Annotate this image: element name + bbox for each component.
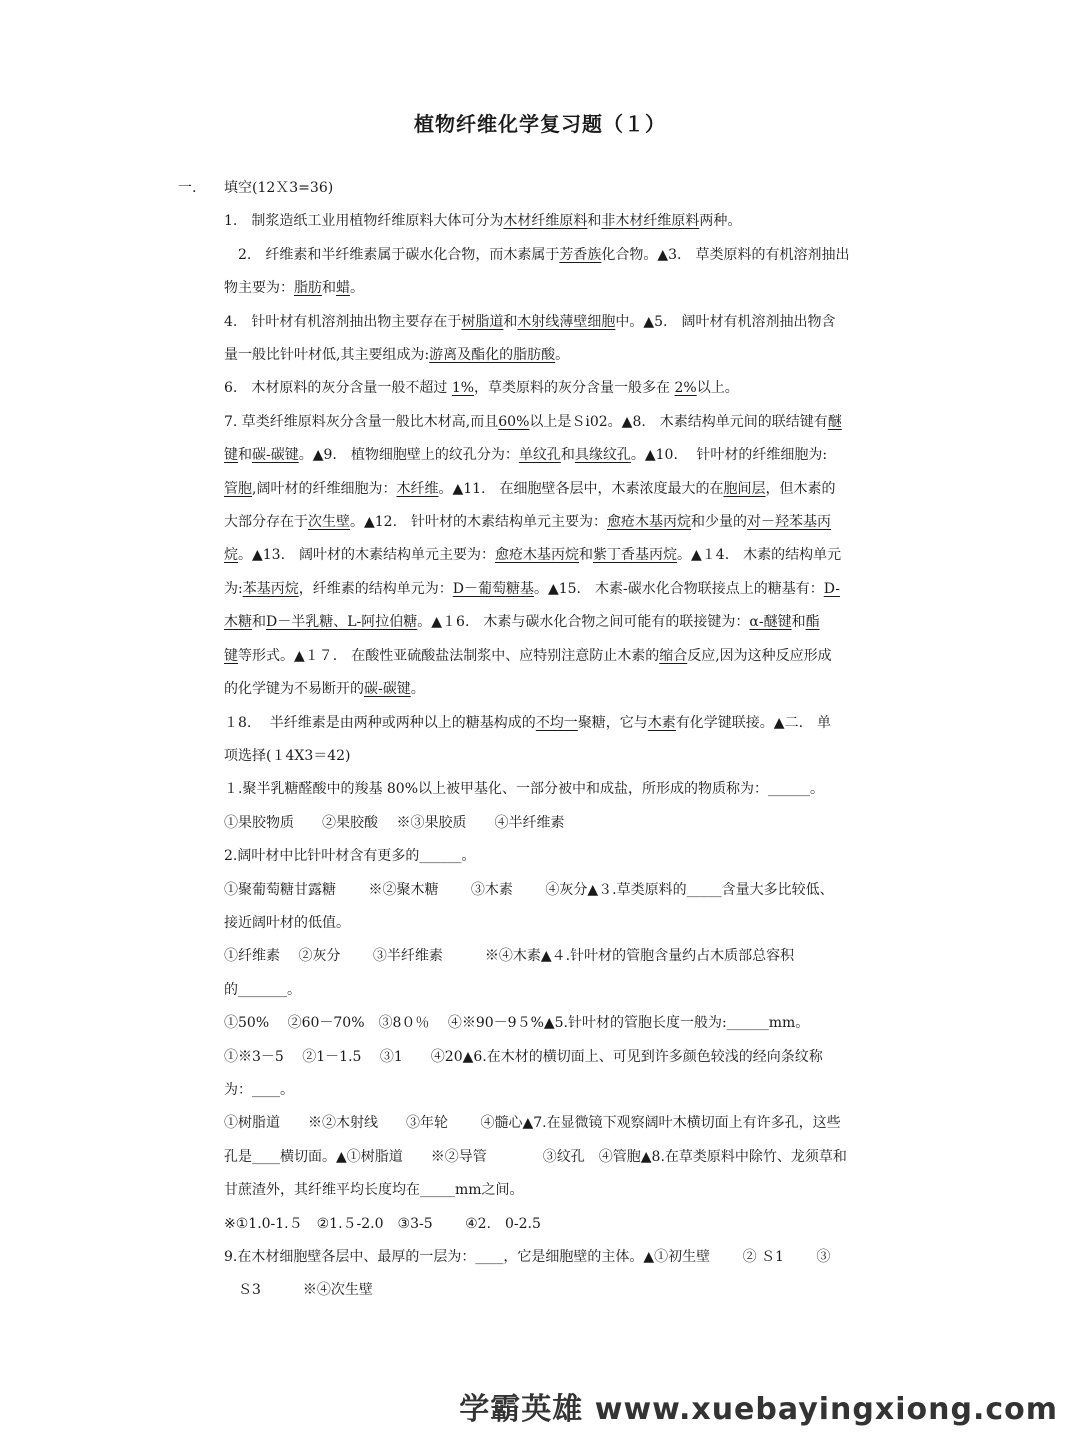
text-line bbox=[224, 640, 898, 673]
question-text: 反应,因为这种反应形成 bbox=[687, 647, 832, 664]
answer-text: 烷 bbox=[224, 547, 238, 564]
question-text: 为：____。 bbox=[224, 1081, 294, 1098]
answer-text: 碳-碳键 bbox=[364, 681, 411, 698]
question-text: ①聚葡萄糖甘露糖 ※②聚木糖 ③木素 ④灰分▲３.草类原料的_____含量大多比较低、 bbox=[224, 881, 834, 898]
question-text: 和 bbox=[560, 447, 575, 464]
answer-text: 管胞 bbox=[224, 480, 252, 497]
answer-text: 木糖 bbox=[224, 614, 252, 631]
answer-text: 木射线薄壁细胞 bbox=[517, 313, 616, 330]
answer-text: 木纤维 bbox=[396, 480, 439, 497]
text-line bbox=[224, 239, 898, 272]
question-text: 中。▲5. 阔叶材有机溶剂抽出物含 bbox=[615, 313, 836, 330]
question-text: ，但木素的 bbox=[765, 480, 836, 497]
question-text: ①纤维素 ②灰分 ③半纤维素 ※④木素▲４.针叶材的管胞含量约占木质部总容积 bbox=[224, 948, 795, 965]
question-text: 。 bbox=[555, 347, 570, 364]
question-text: 1. 制浆造纸工业用植物纤维原料大体可分为 bbox=[224, 213, 504, 230]
question-text: 的_______。 bbox=[224, 981, 301, 998]
text-line bbox=[224, 272, 898, 305]
text-line bbox=[224, 539, 898, 572]
question-text: 的化学键为不易断开的 bbox=[224, 681, 364, 698]
question-text: 。▲１6. 木素与碳水化合物之间可能有的联接键为： bbox=[417, 614, 750, 631]
section-label: 填空(12Ｘ3=36) bbox=[224, 180, 334, 196]
question-text: 量一般比针叶材低,其主要组成为: bbox=[224, 347, 430, 364]
section-heading bbox=[178, 172, 898, 205]
question-text: 甘蔗渣外，其纤维平均长度均在_____mm之间。 bbox=[224, 1182, 524, 1199]
section-number: 一. bbox=[178, 180, 197, 196]
question-text: ※①1.0-1.５ ②1.５-2.0 ③3-5 ④2. 0-2.5 bbox=[224, 1215, 541, 1232]
question-text: Ｓ3 ※④次生壁 bbox=[224, 1282, 373, 1299]
question-text: 两种。 bbox=[699, 213, 742, 230]
text-line bbox=[224, 1007, 898, 1040]
text-line bbox=[224, 1208, 898, 1241]
question-text: 。▲13. 阔叶材的木素结构单元主要为： bbox=[238, 547, 496, 564]
text-line bbox=[224, 606, 898, 639]
page-title: 植物纤维化学复习题（１） bbox=[414, 112, 666, 136]
text-line bbox=[224, 1141, 898, 1174]
text-line bbox=[224, 807, 898, 840]
answer-text: 胞间层 bbox=[723, 480, 766, 497]
answer-text: 2% bbox=[674, 380, 697, 397]
question-text: ①果胶物质 ②果胶酸 ※③果胶质 ④半纤维素 bbox=[224, 814, 565, 831]
question-text: 和 bbox=[322, 280, 336, 297]
text-line bbox=[224, 406, 898, 439]
answer-text: 键 bbox=[224, 447, 238, 464]
text-line bbox=[224, 306, 898, 339]
question-text: 4. 针叶材有机溶剂抽出物主要存在于 bbox=[224, 313, 462, 330]
answer-text: D－半乳糖、L-阿拉伯糖 bbox=[266, 614, 418, 631]
answer-text: 60% bbox=[498, 413, 530, 430]
text-line bbox=[224, 1241, 898, 1274]
question-text: 。▲10. 针叶材的纤维细胞为: bbox=[630, 447, 828, 464]
text-line bbox=[224, 1107, 898, 1140]
answer-text: 醚 bbox=[827, 413, 842, 430]
question-text: 项选择(１4X3＝42) bbox=[224, 747, 351, 764]
question-text: 。▲9. 植物细胞壁上的纹孔分为： bbox=[298, 447, 519, 464]
answer-text: 次生壁 bbox=[308, 514, 350, 531]
question-text: 。 bbox=[350, 280, 364, 297]
answer-text: 缩合 bbox=[659, 647, 688, 664]
text-line bbox=[224, 205, 898, 238]
question-text: 。▲１4. 木素的结构单元 bbox=[677, 547, 842, 564]
question-text: ,阔叶材的纤维细胞为： bbox=[252, 480, 397, 497]
answer-text: D－葡萄糖基 bbox=[452, 580, 534, 597]
answer-text: 碳-碳键 bbox=[252, 447, 299, 464]
question-text: 孔是____横切面。▲①树脂道 ※②导管 ③纹孔 ④管胞▲8.在草类原料中除竹、龙须草和 bbox=[224, 1148, 847, 1165]
question-text: ①※3－5 ②1－1.5 ③1 ④20▲6.在木材的横切面上、可见到许多颜色较浅的经向条纹称 bbox=[224, 1048, 823, 1065]
question-text: 7. 草类纤维原料灰分含量一般比木材高,而且 bbox=[224, 413, 499, 430]
question-text: 和 bbox=[579, 547, 594, 564]
question-text: ，草类原料的灰分含量一般多在 bbox=[474, 380, 675, 397]
question-text: 2.阔叶材中比针叶材含有更多的______。 bbox=[224, 848, 476, 865]
question-text: ①树脂道 ※②木射线 ③年轮 ④髓心▲7.在显微镜下观察阔叶木横切面上有许多孔，这些 bbox=[224, 1115, 841, 1132]
answer-text: 木素 bbox=[647, 714, 676, 731]
question-text: １8. 半纤维素是由两种或两种以上的糖基构成的 bbox=[224, 714, 536, 731]
question-text: 和 bbox=[252, 614, 266, 631]
question-text: １.聚半乳糖醛酸中的羧基 80%以上被甲基化、一部分被中和成盐，所形成的物质称为：______。 bbox=[224, 781, 825, 798]
answer-text: 不均一 bbox=[535, 714, 578, 731]
answer-text: 紫丁香基丙烷 bbox=[593, 547, 678, 564]
answer-text: 脂肪 bbox=[294, 280, 322, 297]
question-text: 9.在木材细胞壁各层中、最厚的一层为：____，它是细胞壁的主体。▲①初生壁 ② Ｓ1 ③ bbox=[224, 1249, 831, 1265]
question-text: 化合物。▲3. 草类原料的有机溶剂抽出 bbox=[601, 246, 850, 263]
answer-text: 愈疮木基丙烷 bbox=[495, 547, 580, 564]
question-text: ①50% ②60－70% ③8０％ ④※90－9５%▲5.针叶材的管胞长度一般为:______mm。 bbox=[224, 1015, 810, 1032]
question-text: 等形式。▲１７. 在酸性亚硫酸盐法制浆中、应特别注意防止木素的 bbox=[238, 647, 660, 664]
question-text: 和 bbox=[238, 447, 252, 464]
text-line bbox=[224, 773, 898, 806]
answer-text: 键 bbox=[224, 647, 238, 664]
question-text: 6. 木材原料的灰分含量一般不超过 bbox=[224, 380, 452, 397]
text-line bbox=[224, 874, 898, 907]
question-text: 和 bbox=[503, 313, 518, 330]
question-text: 。 bbox=[410, 681, 425, 698]
question-text: 。▲11. 在细胞壁各层中，木素浓度最大的在 bbox=[438, 480, 724, 497]
question-text: 2. 纤维素和半纤维素属于碳水化合物，而木素属于 bbox=[224, 246, 560, 263]
text-line bbox=[224, 372, 898, 405]
answer-text: 游离及酯化的脂肪酸 bbox=[429, 347, 556, 364]
question-text: 和少量的 bbox=[691, 514, 748, 531]
answer-text: 非木材纤维原料 bbox=[601, 213, 700, 230]
answer-text: 苯基丙烷 bbox=[242, 580, 299, 597]
answer-text: 蜡 bbox=[336, 280, 350, 297]
text-line bbox=[224, 473, 898, 506]
question-text: 为: bbox=[224, 580, 243, 597]
text-line bbox=[224, 1274, 898, 1307]
answer-text: 具缘纹孔 bbox=[574, 447, 631, 464]
question-text: 以上。 bbox=[696, 380, 739, 397]
answer-text: 芳香族 bbox=[559, 246, 602, 263]
text-line bbox=[224, 673, 898, 706]
answer-text: 酯 bbox=[805, 614, 820, 631]
answer-text: 木材纤维原料 bbox=[503, 213, 588, 230]
text-line bbox=[224, 506, 898, 539]
watermark: 学霸英雄 www.xuebayingxiong.com bbox=[459, 1392, 1058, 1427]
question-text: 聚糖，它与 bbox=[577, 714, 648, 731]
text-line bbox=[224, 707, 898, 740]
question-lines bbox=[178, 205, 898, 1307]
text-line bbox=[224, 740, 898, 773]
document-body bbox=[178, 172, 898, 1308]
text-line bbox=[224, 974, 898, 1007]
answer-text: α-醚键 bbox=[749, 614, 792, 631]
question-text: 以上是Ｓi02。▲8. 木素结构单元间的联结键有 bbox=[529, 413, 828, 430]
question-text: 。▲12. 针叶材的木素结构单元主要为： bbox=[350, 514, 608, 531]
question-text: 有化学键联接。▲二. 单 bbox=[675, 714, 832, 731]
answer-text: 单纹孔 bbox=[518, 447, 561, 464]
text-line bbox=[224, 573, 898, 606]
text-line bbox=[224, 1041, 898, 1074]
text-line bbox=[224, 1174, 898, 1207]
question-text: 接近阔叶材的低值。 bbox=[224, 914, 350, 931]
answer-text: D- bbox=[823, 580, 840, 597]
question-text: 和 bbox=[791, 614, 806, 631]
question-text: 。▲15. 木素-碳水化合物联接点上的糖基有： bbox=[533, 580, 824, 597]
text-line bbox=[224, 1074, 898, 1107]
answer-text: 愈疮木基丙烷 bbox=[607, 514, 692, 531]
text-line bbox=[224, 339, 898, 372]
answer-text: 对－羟苯基丙 bbox=[747, 514, 832, 531]
question-text: ，纤维素的结构单元为： bbox=[298, 580, 453, 597]
answer-text: 1% bbox=[451, 380, 475, 397]
text-line bbox=[224, 940, 898, 973]
question-text: 大部分存在于 bbox=[224, 514, 308, 531]
text-line bbox=[224, 907, 898, 940]
question-text: 和 bbox=[587, 213, 602, 230]
text-line bbox=[224, 439, 898, 472]
answer-text: 树脂道 bbox=[461, 313, 504, 330]
question-text: 物主要为： bbox=[224, 280, 294, 297]
text-line bbox=[224, 840, 898, 873]
